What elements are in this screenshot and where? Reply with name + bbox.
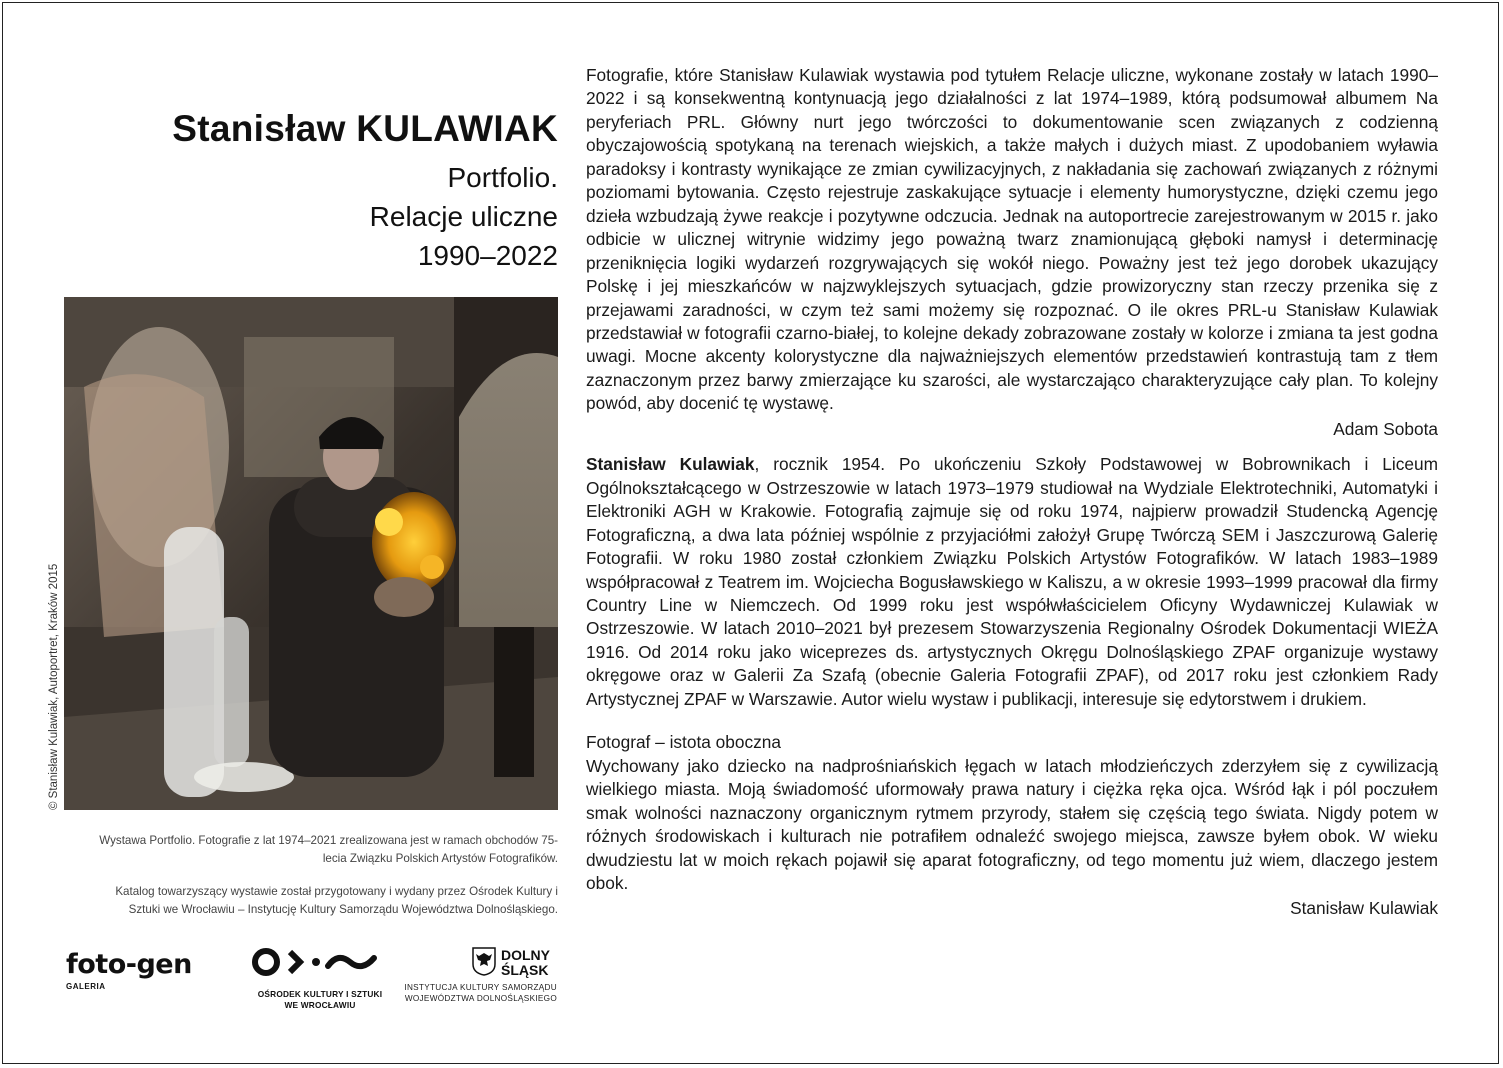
bio-name: Stanisław Kulawiak (586, 454, 755, 475)
artist-name: Stanisław KULAWIAK (172, 108, 558, 149)
photo-credit: © Stanisław Kulawiak, Autoportret, Kraków 2015 (48, 563, 60, 810)
ds-sub-line: INSTYTUCJA KULTURY SAMORZĄDU (404, 983, 557, 992)
bio-paragraph (586, 453, 1438, 711)
subtitle-line: Portfolio. (447, 162, 558, 193)
eagle-crest-icon (471, 946, 497, 976)
photo-illustration (64, 297, 558, 810)
ds-name-line: ŚLĄSK (501, 962, 549, 978)
bio-text: , rocznik 1954. Po ukończeniu Szkoły Podstawowej w Bobrownikach i Liceum Ogólnokształcącego w Ostrzeszowie w latach 1973–1979 studiował na Wydziale Elektrotechniki, Automatyki i Elektroniki AGH w Krakowie. Fotografią zajmuje się od roku 1974, najpierw prowadził Studencką Agencję Fotograficzną, a dwa lata później wspólnie z przyjaciółmi założył Grupę Twórczą SEM i Jaszczurową Galerię Fotografii. W roku 1980 został członkiem Związku Polskich Artystów Fotografików. W latach 1983–1989 współpracował z Teatrem im. Wojciecha Bogusławskiego w Kaliszu, a w okresie 1993–1999 pracował dla firmy Country Line w Niemczech. Od 1999 roku jest współwłaścicielem Oficyny Wydawniczej Kulawiak w Ostrzeszowie. W latach 2010–2021 był prezesem Stowarzyszenia Regionalny Ośrodek Dokumentacji WIEŻA 1916. Od 2014 roku jako wiceprezes ds. artystycznych Okręgu Dolnośląskiego ZPAF organizuje wystawy okręgowe oraz w Galerii Za Szafą (obecnie Galeria Fotografii ZPAF), od 2017 roku jest członkiem Rady Artystycznej ZPAF w Warszawie. Autor wielu wystaw i publikacji, interesuje się edytorstwem i drukiem. (586, 454, 1438, 709)
subtitle-line: 1990–2022 (417, 240, 558, 271)
okis-line: OŚRODEK KULTURY I SZTUKI (257, 989, 383, 999)
exhibition-caption (88, 832, 558, 934)
okis-logo (252, 948, 388, 1011)
fotogen-logo (66, 950, 192, 991)
essay-author: Adam Sobota (1333, 418, 1438, 439)
okis-caption (252, 989, 388, 1011)
okis-symbol-icon (252, 948, 388, 978)
dolny-slask-name (501, 948, 550, 978)
statement-text: Wychowany jako dziecko na nadprośniańskich łęgach w latach młodzieńczych zderzyłem się z cywilizacją wielkiego miasta. Moją świadomość uformowały prawa natury i ciężka ręka ojca. Wśród łąk i pól poczułem smak wolności naznaczony organicznym rytmem przyrody, stałem się częścią tego świata. Nigdy potem w różnych środowiskach i kulturach nie potrafiłem odnaleźć swojego miejsca, zawsze byłem obok. W wieku dwudziestu lat w moich rękach pojawił się aparat fotograficzny, od tego momentu już wiem, dlaczego jestem obok. (586, 755, 1438, 893)
text-column (586, 64, 1438, 921)
exhibition-subtitle (370, 158, 558, 275)
fotogen-subtitle: GALERIA (66, 982, 106, 991)
dolny-slask-caption (397, 982, 557, 1004)
statement-author: Stanisław Kulawiak (1290, 898, 1438, 919)
self-portrait-photo (64, 297, 558, 810)
essay-text: Fotografie, które Stanisław Kulawiak wystawia pod tytułem Relacje uliczne, wykonane zostały w latach 1990–2022 i są konsekwentną kontynuacją jego działalności z lat 1974–1989, którą podsumował albumem Na peryferiach PRL. Główny nurt jego twórczości to dokumentowanie scen związanych z codzienną obyczajowością spotykaną na terenach wiejskich, a także małych i dużych miast. Z upodobaniem wyławia paradoksy i kontrasty wynikające ze zmian cywilizacyjnych, z nakładania się zachowań związanych z różnymi poziomami bytowania. Często rejestruje zaskakujące sytuacje i elementy humorystyczne, dzięki czemu jego dzieła wzbudzają żywe reakcje i pozytywne odczucia. Jednak na autoportrecie zarejestrowanym w 2015 r. jako odbicie w ulicznej witrynie widzimy jego poważną twarz znamionującą głęboki namysł i determinację przeniknięcia logiki wydarzeń rozgrywających się wokół niego. Poważny jest też jego dorobek ukazujący Polskę i jej mieszkańców w najzwyklejszych sytuacjach, gdzie prowizoryczny stan rzeczy przenika się z przejawami zaradności, w czym też sami możemy się rozpoznać. O ile okres PRL-u Stanisław Kulawiak przedstawiał w fotografii czarno-białej, to kolejne dekady zobrazowane zostały w kolorze i zmiana ta jest godna uwagi. Mocne akcenty kolorystyczne dla najważniejszych elementów przedstawień kontrastują tam z tłem zaznaczonym przez barwy zmierzające ku szarości, ale wystarczająco charakteryzujące cały plan. To kolejny powód, aby docenić tę wystawę. (586, 65, 1438, 414)
subtitle-line: Relacje uliczne (369, 201, 558, 232)
statement-heading: Fotograf – istota oboczna (586, 732, 782, 753)
okis-line: WE WROCŁAWIU (284, 1000, 356, 1010)
fotogen-wordmark: foto-gen (66, 949, 192, 980)
ds-sub-line: WOJEWÓDZTWA DOLNOŚLĄSKIEGO (404, 994, 557, 1003)
caption-line: Wystawa Portfolio. Fotografie z lat 1974–2021 zrealizowana jest w ramach obchodów 75-lecia Związku Polskich Artystów Fotografików. (99, 834, 558, 865)
caption-line: Katalog towarzyszący wystawie został przygotowany i wydany przez Ośrodek Kultury i Sztuki we Wrocławiu – Instytucję Kultury Samorządu Województwa Dolnośląskiego. (115, 885, 558, 916)
ds-name-line: DOLNY (501, 947, 550, 963)
